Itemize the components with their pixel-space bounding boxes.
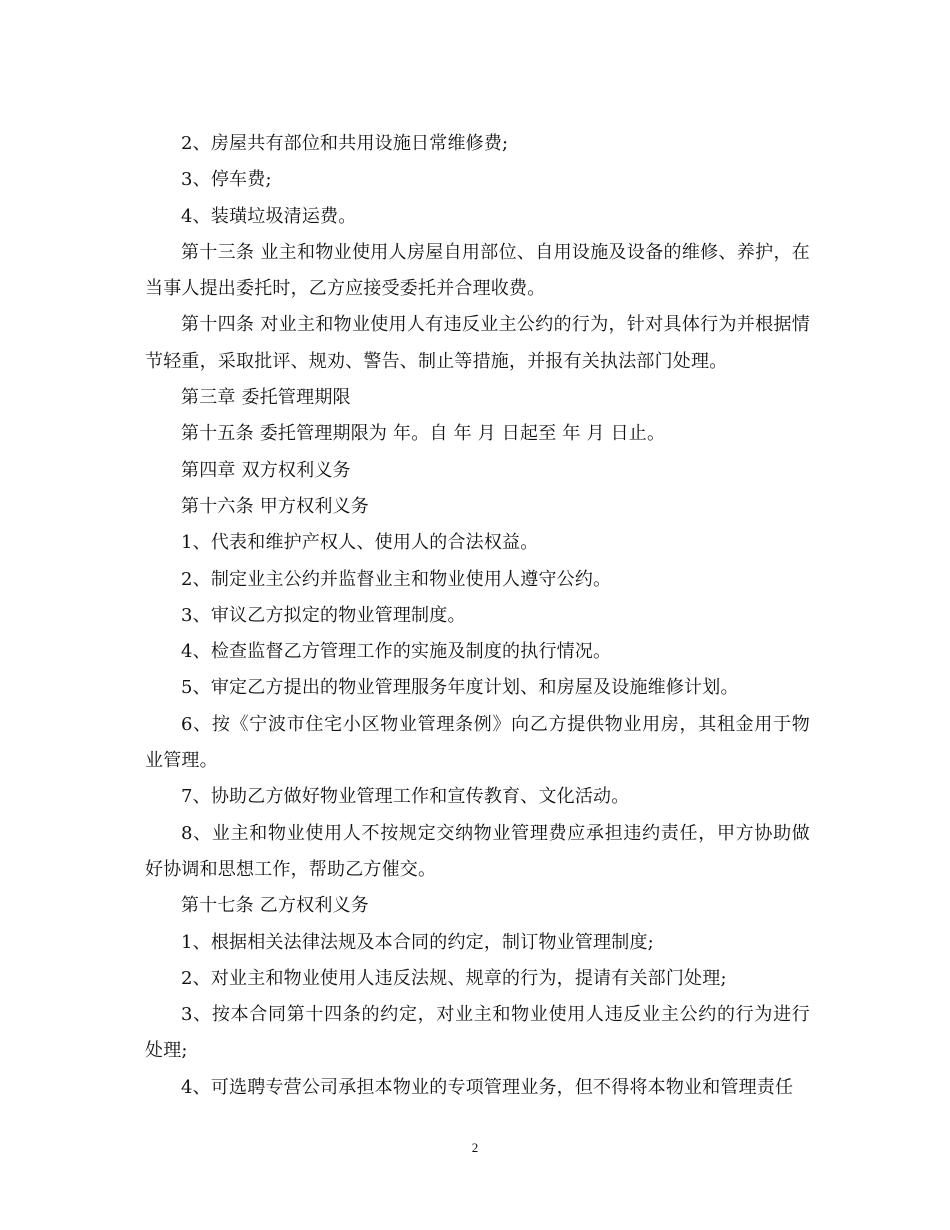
article-heading: 第十七条 乙方权利义务	[181, 895, 369, 917]
paragraph: 4、装璜垃圾清运费。	[181, 205, 357, 227]
page-number: 2	[471, 1140, 479, 1155]
paragraph: 第十三条 业主和物业使用人房屋自用部位、自用设施及设备的维修、养护，在当事人提出委托时，乙方应接受委托并合理收费。	[145, 241, 810, 300]
paragraph: 2、制定业主公约并监督业主和物业使用人遵守公约。	[181, 568, 612, 590]
paragraph: 第十五条 委托管理期限为 年。自 年 月 日起至 年 月 日止。	[181, 423, 666, 445]
paragraph: 2、对业主和物业使用人违反法规、规章的行为，提请有关部门处理;	[181, 967, 727, 989]
paragraph: 6、按《宁波市住宅小区物业管理条例》向乙方提供物业用房，其租金用于物业管理。	[145, 713, 810, 772]
paragraph: 3、按本合同第十四条的约定，对业主和物业使用人违反业主公约的行为进行处理;	[145, 1004, 810, 1062]
paragraph: 1、根据相关法律法规及本合同的约定，制订物业管理制度;	[181, 931, 654, 953]
paragraph: 8、业主和物业使用人不按规定交纳物业管理费应承担违约责任，甲方协助做好协调和思想工作，帮助乙方催交。	[145, 822, 810, 880]
document-body	[145, 126, 810, 1106]
paragraph: 2、房屋共有部位和共用设施日常维修费;	[181, 133, 509, 154]
chapter-heading: 第四章 双方权利义务	[181, 459, 351, 481]
paragraph: 4、可选聘专营公司承担本物业的专项管理业务，但不得将本物业和管理责任	[181, 1076, 794, 1098]
paragraph: 3、停车费;	[181, 169, 272, 191]
paragraph: 4、检查监督乙方管理工作的实施及制度的执行情况。	[181, 641, 612, 663]
paragraph: 3、审议乙方拟定的物业管理制度。	[181, 604, 466, 626]
paragraph: 5、审定乙方提出的物业管理服务年度计划、和房屋及设施维修计划。	[181, 677, 739, 699]
chapter-heading: 第三章 委托管理期限	[181, 387, 351, 409]
article-heading: 第十六条 甲方权利义务	[181, 495, 369, 517]
paragraph: 7、协助乙方做好物业管理工作和宣传教育、文化活动。	[181, 786, 630, 808]
paragraph: 第十四条 对业主和物业使用人有违反业主公约的行为，针对具体行为并根据情节轻重，采取批评、规劝、警告、制止等措施，并报有关执法部门处理。	[145, 314, 810, 372]
paragraph: 1、代表和维护产权人、使用人的合法权益。	[181, 532, 539, 554]
